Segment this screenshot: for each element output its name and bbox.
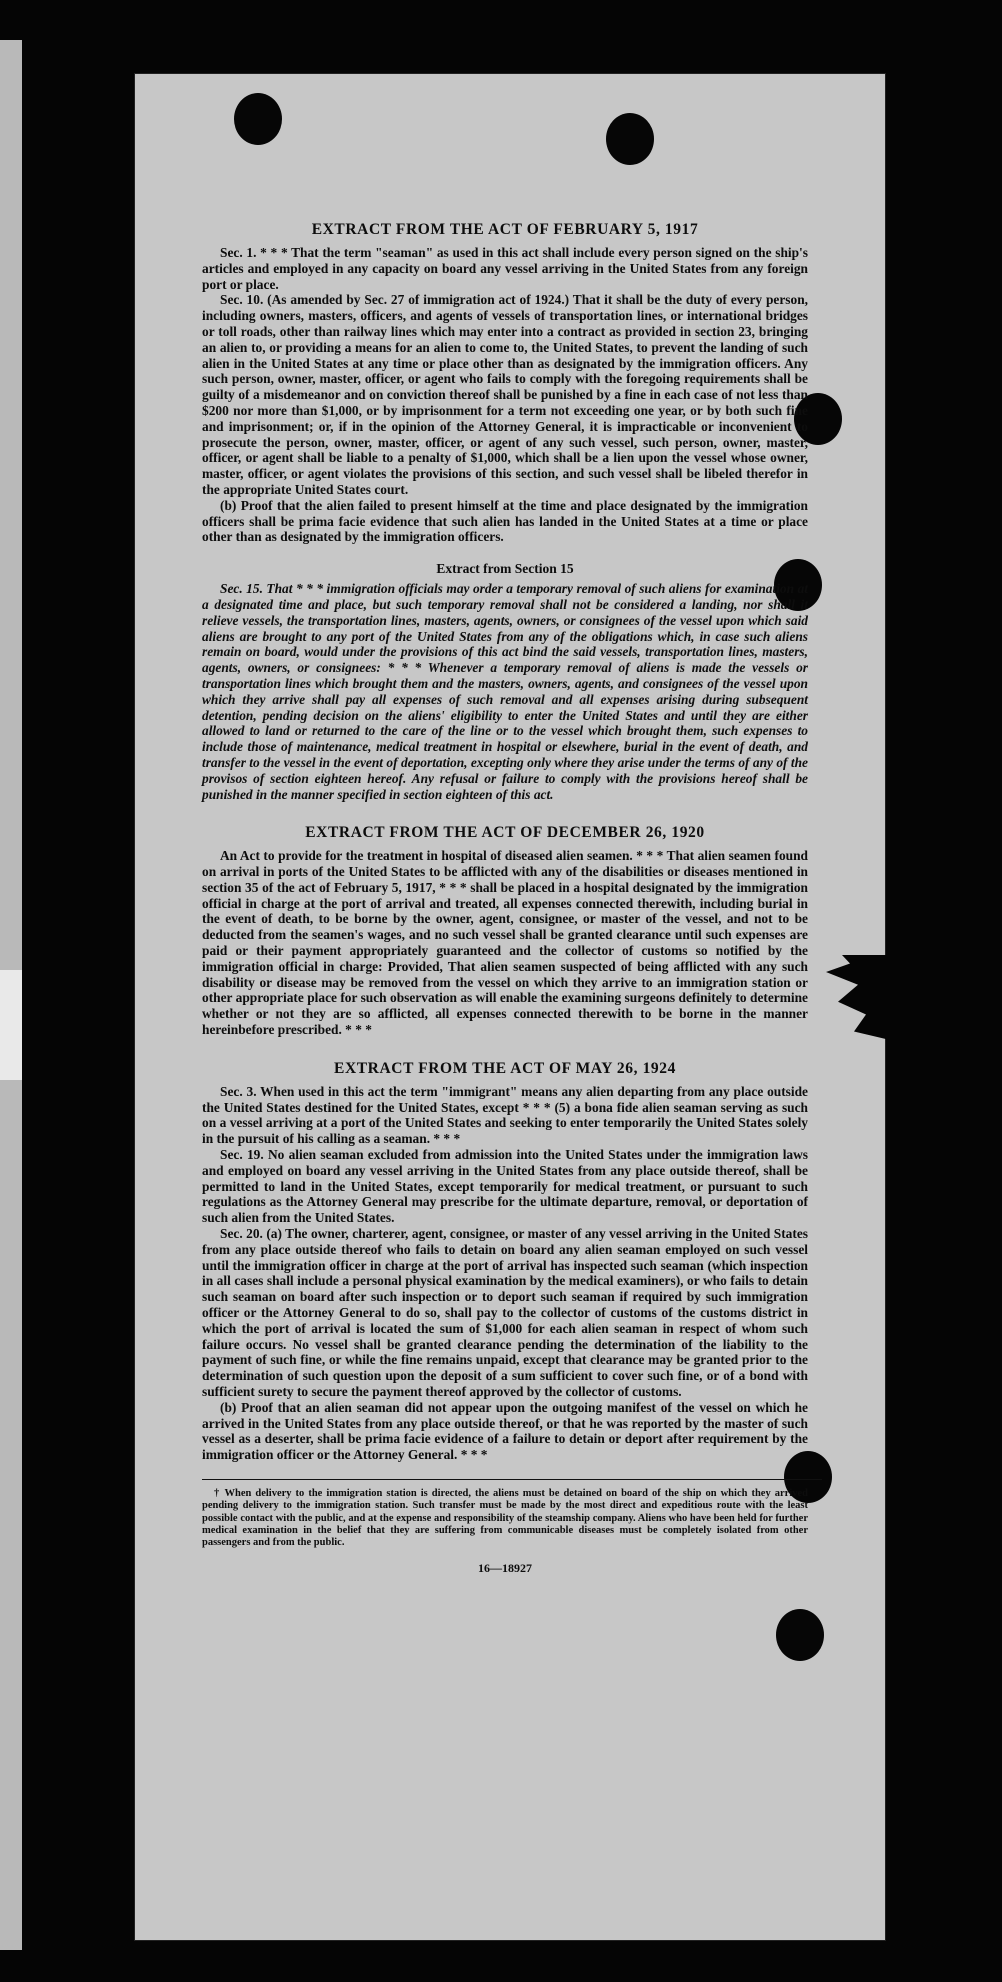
page-number: 16—18927: [478, 1561, 532, 1576]
paragraph: An Act to provide for the treatment in hospital of diseased alien seamen. * * * That alien seamen found on arrival in ports of the United States to be afflicted with any of the disabilities or diseases mentioned in section 35 of the act of February 5, 1917, * * * shall be placed in a hospital designated by the immigration official in charge at the port of arrival and treated, all expenses connected therewith, including burial in the event of death, to be borne by the owner, agent, consignee, or master of the vessel, and not to be deducted from the seamen's wages, and no such vessel shall be granted clearance until such expenses are paid or their payment appropriately guaranteed and the collector of customs so notified by the immigration official in charge: Provided, That alien seamen suspected of being afflicted with any such disability or disease may be removed from the vessel on which they arrive to an immigration station or other appropriate place for such observation as will enable the examining surgeons definitely to determine whether or not they are so afflicted, all expenses connected therewith to be borne in the manner hereinbefore prescribed. * * *: [202, 848, 808, 1038]
paragraph: Sec. 15. That * * * immigration officials may order a temporary removal of such aliens for examination at a designated time and place, but such temporary removal shall not be considered a landing, nor shall it relieve vessels, the transportation lines, masters, agents, owners, or consignees of the vessel upon which said aliens are brought to any port of the United States from any of the obligations which, in case such aliens remain on board, would under the provisions of this act bind the said vessels, transportation lines, masters, agents, owners, or consignees: * * * Whenever a temporary removal of aliens is made the vessels or transportation lines which brought them and the masters, owners, agents, and consignees of the vessel upon which they arrive shall pay all expenses of such removal and all expenses arising during subsequent detention, pending decision on the aliens' eligibility to enter the United States and until they are either allowed to land or returned to the care of the line or to the vessel which brought them, such expenses to include those of maintenance, medical treatment in hospital or elsewhere, burial in the event of death, and transfer to the vessel in the event of deportation, excepting only where they arise under the terms of any of the provisos of section eighteen hereof. Any refusal or failure to comply with the provisions hereof shall be punished in the manner specified in section eighteen of this act.: [202, 581, 808, 802]
footnote: † When delivery to the immigration station is directed, the aliens must be detained on board of the ship on which they arrived pending delivery to the immigration station. Such transfer must be made by the most direct and expeditious route with the least possible contact with the public, and at the expense and responsibility of the steamship company. Aliens who have been held for further medical examination in the belief that they are suffering from communicable diseases must be completely isolated from other passengers and from the public.: [202, 1487, 808, 1549]
paragraph: (b) Proof that the alien failed to present himself at the time and place designated by the immigration officers shall be prima facie evidence that such alien has landed in the United States at a time or place other than as designated by the immigration officers.: [202, 497, 808, 545]
paragraph: Sec. 20. (a) The owner, charterer, agent, consignee, or master of any vessel arriving in the United States from any place outside thereof who fails to detain on board any alien seaman employed on such vessel until the immigration officer in charge at the port of arrival has inspected such seaman (which inspection in all cases shall include a personal physical examination by the medical examiners), or who fails to detain such seaman on board after such inspection or to deport such seaman if required by such immigration officer or the Attorney General to do so, shall pay to the collector of customs of the customs district in which the port of arrival is located the sum of $1,000 for each alien seaman in respect of whom such failure occurs. No vessel shall be granted clearance pending the determination of the liability to the payment of such fine, or while the fine remains unpaid, except that clearance may be granted prior to the determination of such question upon the deposit of a sum sufficient to cover such fine, or of a bond with sufficient surety to secure the payment thereof approved by the collector of customs.: [202, 1226, 808, 1399]
section-heading: Extract from Section 15: [436, 561, 574, 577]
punch-hole: [234, 93, 282, 145]
section-heading: EXTRACT FROM THE ACT OF DECEMBER 26, 1920: [305, 824, 705, 842]
paragraph: Sec. 3. When used in this act the term "immigrant" means any alien departing from any place outside the United States destined for the United States, except * * * (5) a bona fide alien seaman serving as such on a vessel arriving at a port of the United States and seeking to enter temporarily the United States solely in the pursuit of his calling as a seaman. * * *: [202, 1083, 808, 1147]
document-body: [202, 221, 808, 1576]
document-page: [134, 73, 886, 1941]
section-heading: EXTRACT FROM THE ACT OF FEBRUARY 5, 1917: [311, 221, 699, 238]
adjacent-page-edge: [0, 40, 22, 1950]
section-heading: EXTRACT FROM THE ACT OF MAY 26, 1924: [334, 1059, 676, 1077]
paragraph: Sec. 10. (As amended by Sec. 27 of immigration act of 1924.) That it shall be the duty of every person, including owners, masters, officers, and agents of vessels of transportation lines, or international bridges or toll roads, other than railway lines which may enter into a contract as provided in section 23, bringing an alien to, or providing a means for an alien to come to, the United States, to prevent the landing of such alien in the United States at any time or place other than as designated by the immigration officers. Any such person, owner, master, officer, or agent who fails to comply with the foregoing requirements shall be guilty of a misdemeanor and on conviction thereof shall be punished by a fine in each case of not less than $200 nor more than $1,000, or by imprisonment for a term not exceeding one year, or by both such fine and imprisonment; or, if in the opinion of the Attorney General, it is impracticable or inconvenient to prosecute the person, owner, master, officer, or agent of any such vessel, such person, owner, master, officer, or agent shall be liable to a penalty of $1,000, which shall be a lien upon the vessel whose owner, master, officer, or agent violates the provisions of this section, and such vessel shall be libeled therefor in the appropriate United States court.: [202, 292, 808, 497]
footnote-divider: [202, 1479, 822, 1480]
paragraph: (b) Proof that an alien seaman did not appear upon the outgoing manifest of the vessel on which he arrived in the United States from any place outside thereof, or that he was reported by the master of such vessel as a deserter, shall be prima facie evidence of a failure to detain or deport after requirement by the immigration officer or the Attorney General. * * *: [202, 1399, 808, 1463]
punch-hole: [606, 113, 654, 165]
adjacent-page-tear: [0, 970, 22, 1080]
paragraph: Sec. 1. * * * That the term "seaman" as used in this act shall include every person signed on the ship's articles and employed in any capacity on board any vessel arriving in the United States from any foreign port or place.: [202, 245, 808, 292]
punch-hole: [776, 1609, 824, 1661]
paragraph: Sec. 19. No alien seaman excluded from admission into the United States under the immigration laws and employed on board any vessel arriving in the United States from any place outside thereof, shall be permitted to land in the United States, except temporarily for medical treatment, or pursuant to such regulations as the Attorney General may prescribe for the ultimate departure, removal, or deportation of such alien from the United States.: [202, 1147, 808, 1226]
